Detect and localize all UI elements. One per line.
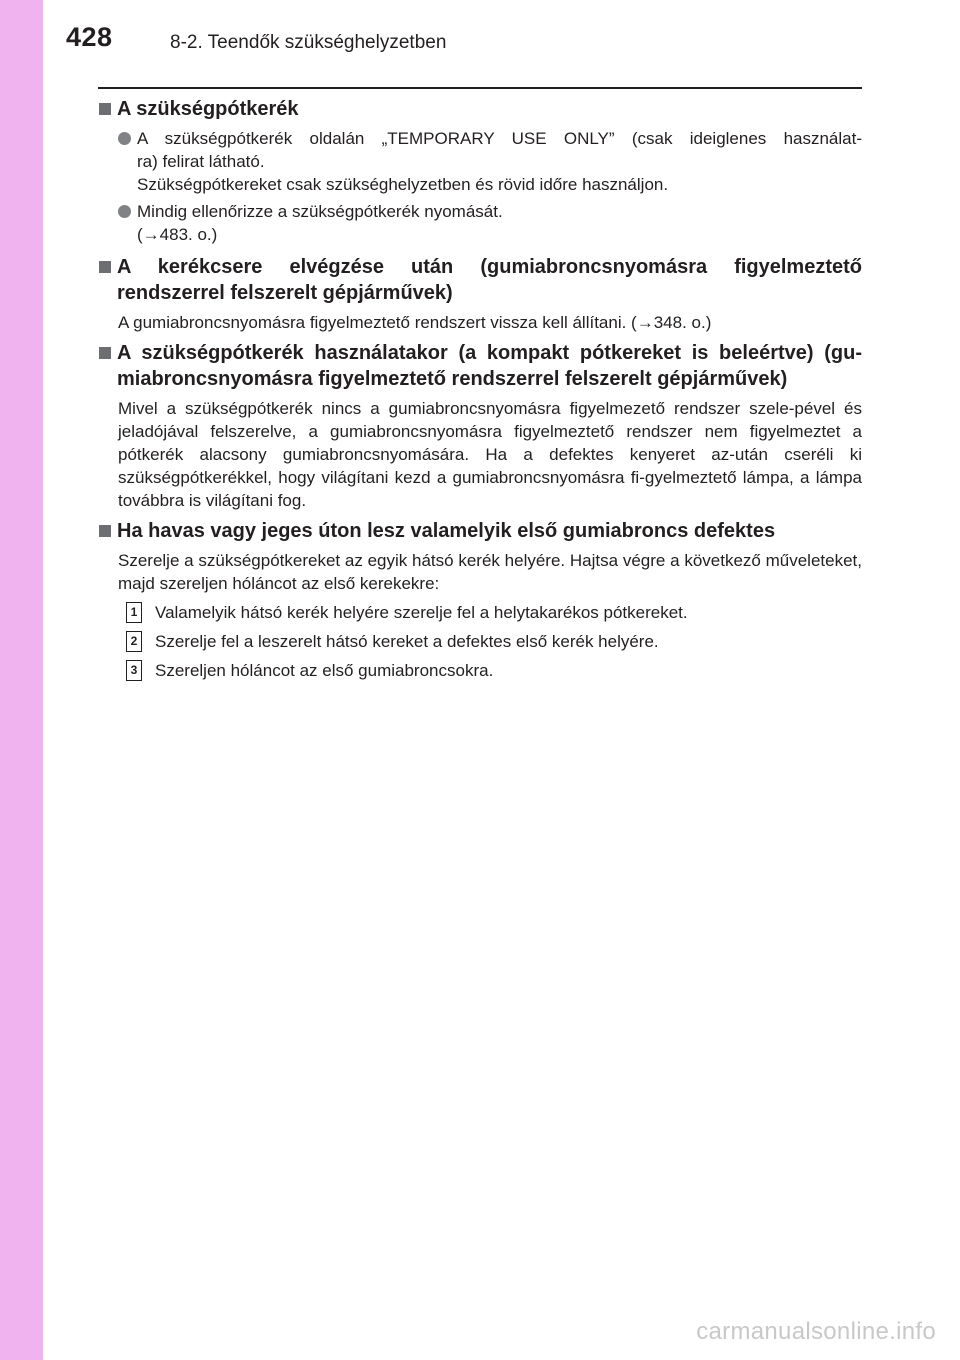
step-number: 1: [126, 602, 142, 623]
heading-text: A kerékcsere elvégzése után (gumiabroncsnyomásra figyelmeztető rendszerrel felszerelt gépjárművek): [117, 256, 862, 304]
paragraph: Szerelje a szükségpótkereket az egyik hátsó kerék helyére. Hajtsa végre a következő műveleteket, majd szereljen hóláncot az első kerekekre:: [118, 551, 862, 593]
step-item: [126, 601, 862, 624]
circle-bullet-icon: [118, 205, 131, 218]
square-bullet-icon: [99, 261, 111, 273]
square-bullet-icon: [99, 347, 111, 359]
step-text: Valamelyik hátsó kerék helyére szerelje fel a helytakarékos pótkereket.: [155, 603, 688, 622]
step-item: [126, 630, 862, 653]
page-content: [98, 96, 862, 688]
step-text: Szerelje fel a leszerelt hátsó kereket a defektes első kerék helyére.: [155, 632, 659, 651]
section-heading-spare-tire: [98, 96, 862, 122]
section-heading-snowy-road-flat: [98, 518, 862, 544]
spare-tire-bullets: [118, 127, 862, 246]
heading-text: A szükségpótkerék: [117, 98, 299, 120]
section-heading-after-tire-change: [98, 254, 862, 306]
step-number: 2: [126, 631, 142, 652]
step-item: [126, 659, 862, 682]
heading-text: A szükségpótkerék használatakor (a kompakt pótkereket is beleértve) (gu-miabroncsnyomásra figyelmeztető rendszerrel felszerelt gépjárművek): [117, 342, 862, 390]
bullet-line: Szükségpótkereket csak szükséghelyzetben és rövid időre használjon.: [137, 175, 669, 194]
circle-bullet-icon: [118, 132, 131, 145]
list-item: [118, 200, 862, 246]
side-color-strip: [0, 0, 43, 1360]
square-bullet-icon: [99, 525, 111, 537]
bullet-line: ra) felirat látható.: [137, 152, 265, 171]
heading-text: Ha havas vagy jeges úton lesz valamelyik első gumiabroncs defektes: [117, 520, 776, 542]
square-bullet-icon: [99, 103, 111, 115]
bullet-line: A szükségpótkerék oldalán „TEMPORARY USE ONLY” (csak ideiglenes használat-: [137, 129, 862, 148]
page-number: 428: [66, 22, 113, 52]
paragraph: A gumiabroncsnyomásra figyelmeztető rendszert vissza kell állítani. (→348. o.): [118, 313, 712, 332]
paragraph: Mivel a szükségpótkerék nincs a gumiabroncsnyomásra figyelmezető rendszer szele-pével és jeladójával felszerelve, a gumiabroncsnyomásra figyelmeztető rendszer nem figyelmeztet a pótkerék alacsony gumiabroncsnyomására. Ha a defektes kenyeret az-után cseréli ki szükségpótkerékkel, hogy világítani kezd a gumiabroncsnyomásra fi-gyelmeztető lámpa, a lámpa továbbra is világítani fog.: [118, 399, 862, 510]
step-text: Szereljen hóláncot az első gumiabroncsokra.: [155, 661, 494, 680]
watermark: carmanualsonline.info: [696, 1318, 936, 1345]
header-divider: [98, 87, 862, 89]
bullet-line: Mindig ellenőrizze a szükségpótkerék nyomását.: [137, 202, 503, 221]
list-item: [118, 127, 862, 196]
page-reference-link[interactable]: (→483. o.): [137, 225, 218, 244]
section-title: 8-2. Teendők szükséghelyzetben: [170, 32, 447, 53]
section-heading-using-spare-tire: [98, 340, 862, 392]
step-number: 3: [126, 660, 142, 681]
